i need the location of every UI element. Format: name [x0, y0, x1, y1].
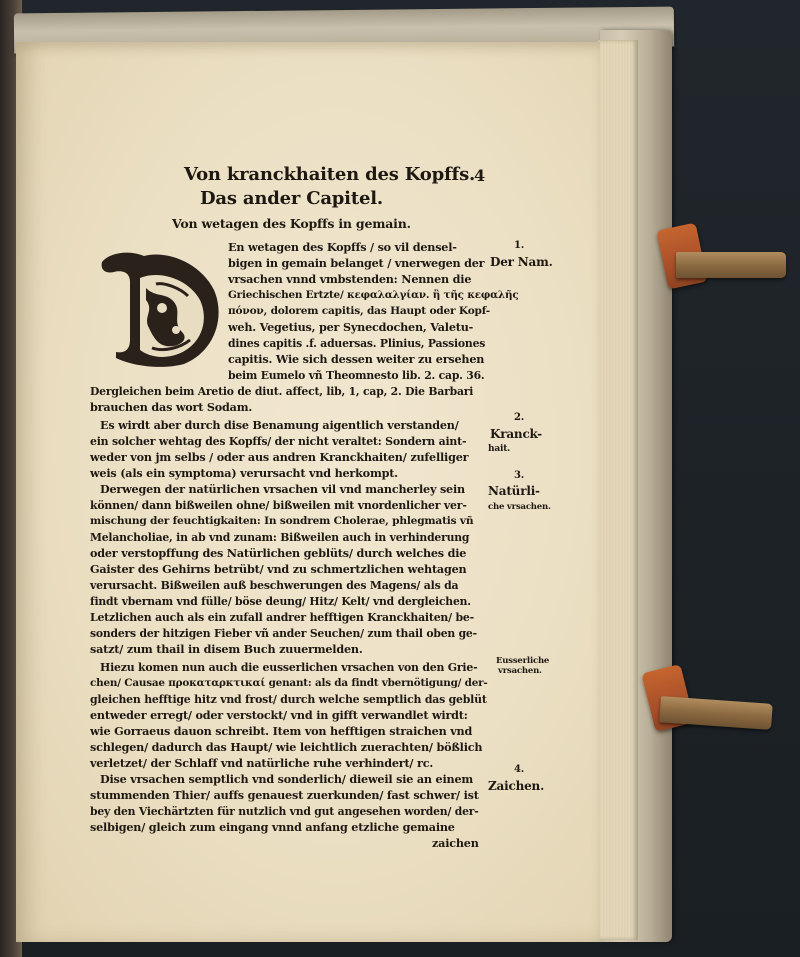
text-line: Dise vrsachen semptlich vnd sonderlich/ dieweil sie an einem: [100, 772, 474, 786]
margin-note: Zaichen.: [488, 779, 545, 793]
text-line: brauchen das wort Sodam.: [90, 400, 253, 414]
text-line: ein solcher wehtag des Kopffs/ der nicht veraltet: Sondern aint-: [90, 435, 467, 448]
text-line: stummenden Thier/ auffs genauest zuerkunden/ fast schwer/ ist: [90, 788, 479, 802]
text-line: weder von jm selbs / oder aus andren Kranckhaiten/ zufelliger: [90, 450, 469, 464]
page-number: 4: [474, 166, 485, 185]
text-line: beim Eumelo vñ Theomnesto lib. 2. cap. 36.: [228, 369, 485, 382]
text-line: weh. Vegetius, per Synecdochen, Valetu-: [228, 320, 474, 334]
margin-number: 3.: [514, 470, 525, 481]
margin-note: Der Nam.: [490, 255, 553, 269]
text-line: weis (als ein symptoma) verursacht vnd herkompt.: [90, 466, 398, 480]
text-line: dines capitis .f. aduersas. Plinius, Passiones: [228, 337, 486, 350]
text-line: schlegen/ dadurch das Haupt/ wie leichtlich zuerachten/ bößlich: [90, 740, 483, 754]
text-line: mischung der feuchtigkaiten: In sondrem Cholerae, phlegmatis vñ: [90, 515, 474, 527]
text-line: entweder erregt/ oder verstockt/ vnd in gifft verwandlet wirdt:: [90, 708, 468, 722]
text-line: πόνον, dolorem capitis, das Haupt oder Kopf-: [228, 305, 490, 317]
text-line: bey den Viechärtzten für nutzlich vnd gut angesehen worden/ der-: [90, 805, 479, 818]
text-line: sonders der hitzigen Fieber vñ ander Seuchen/ zum thail oben ge-: [90, 627, 477, 640]
text-line: vrsachen vnnd vmbstenden: Nennen die: [228, 272, 472, 286]
text-line: Letzlichen auch als ein zufall andrer hefftigen Kranckhaiten/ be-: [90, 611, 474, 624]
text-line: selbigen/ gleich zum eingang vnnd anfang etzliche gemaine: [90, 820, 455, 834]
margin-note: Kranck-: [490, 427, 542, 441]
chapter-title: Das ander Capitel.: [200, 188, 383, 209]
text-line: findt vbernam vnd fülle/ böse deung/ Hitz/ Kelt/ vnd dergleichen.: [90, 595, 471, 608]
margin-note: che vrsachen.: [488, 502, 551, 512]
text-line: capitis. Wie sich dessen weiter zu ersehen: [228, 352, 485, 366]
text-line: wie Gorraeus dauon schreibt. Item von hefftigen straichen vnd: [90, 724, 473, 738]
margin-note: vrsachen.: [498, 666, 542, 676]
text-line: Griechischen Ertzte/ κεφαλαλγίαν. ἢ τῆς κεφαλῆς: [228, 289, 519, 301]
text-line: verletzet/ der Schlaff vnd natürliche ruhe verhindert/ rc.: [90, 756, 434, 770]
text-line: Gaister des Gehirns betrübt/ vnd zu schmertzlichen wehtagen: [90, 562, 467, 576]
upper-clasp-metal: [676, 252, 786, 278]
text-line: En wetagen des Kopffs / so vil densel-: [228, 240, 457, 254]
text-line: zaichen: [432, 836, 479, 850]
text-line: bigen in gemain belanget / vnerwegen der: [228, 256, 485, 270]
margin-number: 1.: [514, 240, 525, 251]
text-line: Melancholiae, in ab vnd zunam: Bißweilen auch in verhinderung: [90, 531, 470, 544]
text-line: oder verstopffung des Natürlichen geblüts/ durch welches die: [90, 546, 467, 560]
text-line: Dergleichen beim Aretio de diut. affect, lib, 1, cap, 2. Die Barbari: [90, 385, 474, 398]
text-line: verursacht. Bißweilen auß beschwerungen des Magens/ als da: [90, 579, 459, 592]
margin-note: hait.: [488, 444, 511, 454]
margin-note: Eusserliche: [496, 656, 550, 666]
text-line: satzt/ zum thail in disem Buch zuuermelden.: [90, 642, 363, 656]
text-line: gleichen hefftige hitz vnd frost/ durch welche semptlich das geblüt: [90, 693, 487, 706]
running-title: Von kranckhaiten des Kopffs.: [184, 164, 476, 185]
page-block-edge: [598, 40, 638, 940]
text-line: Es wirdt aber durch dise Benamung aigentlich verstanden/: [100, 418, 459, 432]
text-line: können/ dann bißweilen ohne/ bißweilen mit vnordenlicher ver-: [90, 499, 467, 512]
text-line: chen/ Causae προκαταρκτικαί genant: als da findt vbernötigung/ der-: [90, 677, 488, 689]
margin-number: 4.: [514, 764, 525, 775]
chapter-subtitle: Von wetagen des Kopffs in gemain.: [172, 216, 411, 231]
text-line: Derwegen der natürlichen vrsachen vil vnd mancherley sein: [100, 482, 465, 496]
decorated-initial-d-icon: [96, 248, 224, 370]
margin-number: 2.: [514, 412, 525, 423]
margin-note: Natürli-: [488, 484, 540, 498]
text-line: Hiezu komen nun auch die eusserlichen vrsachen von den Grie-: [100, 661, 478, 674]
